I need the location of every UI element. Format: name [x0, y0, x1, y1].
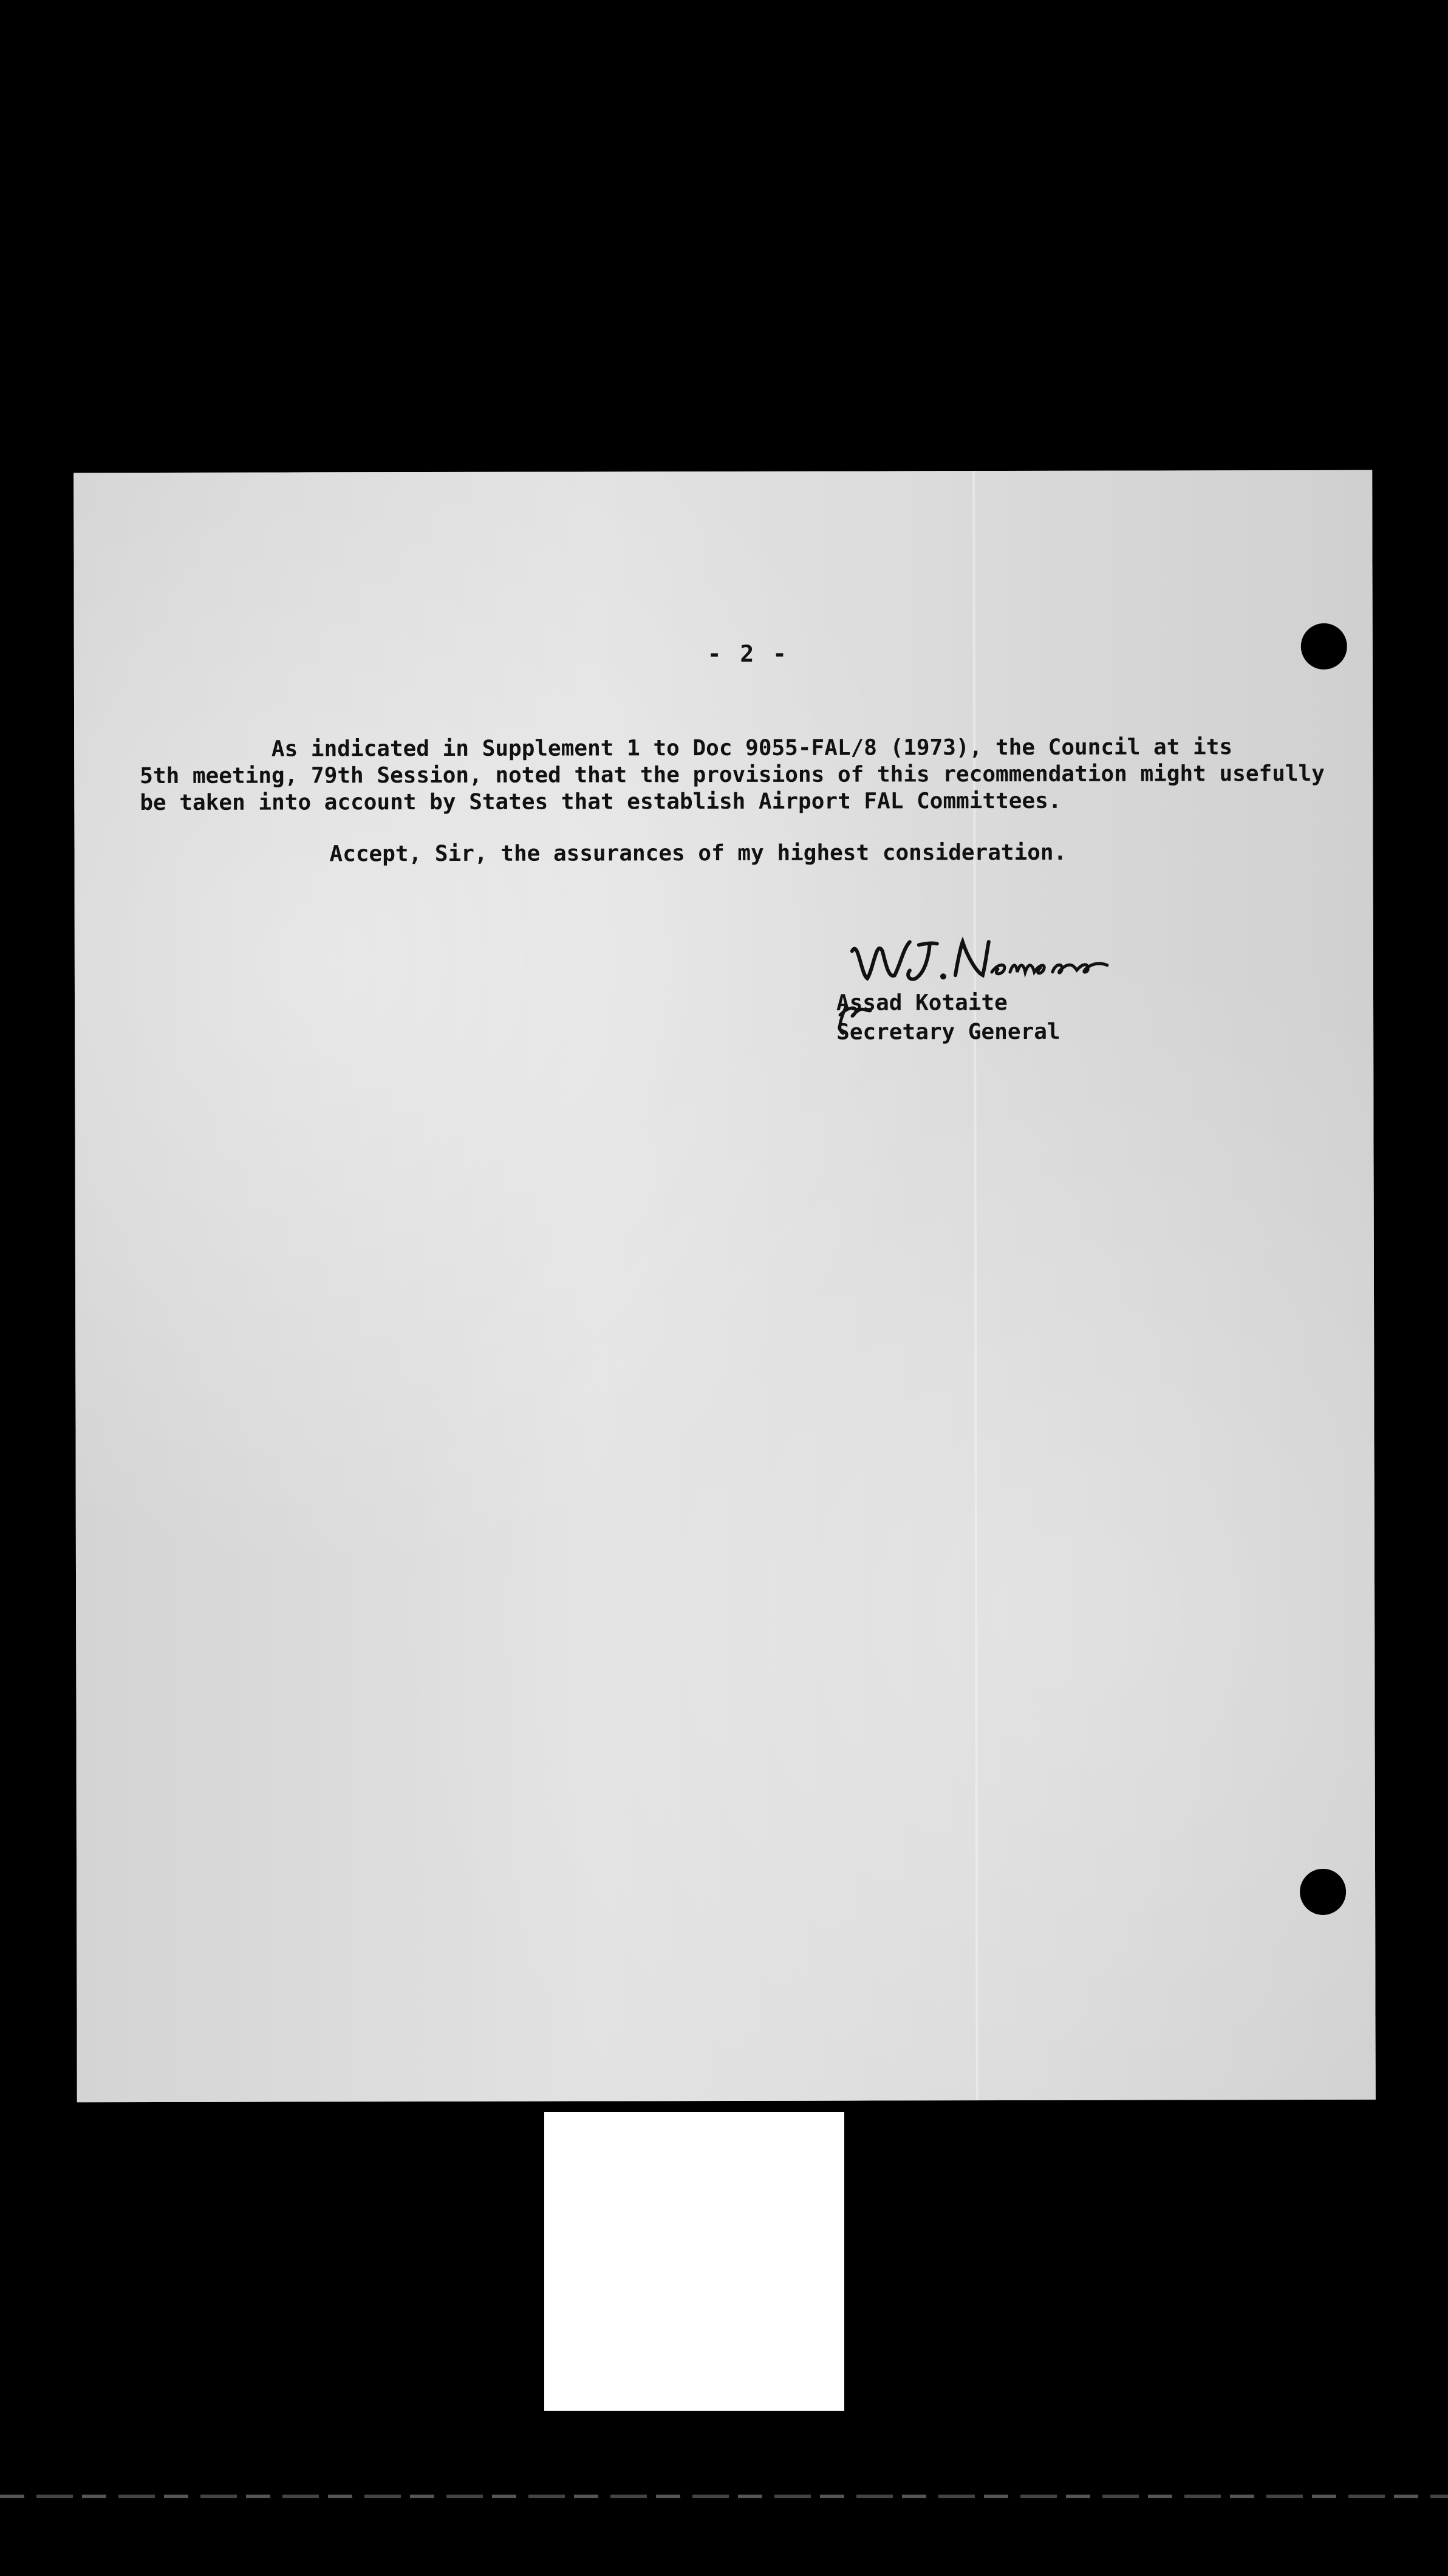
body-line: As indicated in Supplement 1 to Doc 9055-FAL/8 (1973), the Council at its [140, 735, 1233, 762]
punch-hole-bottom [1300, 1869, 1346, 1915]
body-line: be taken into account by States that establish Airport FAL Committees. [140, 788, 1062, 816]
document-page [73, 470, 1376, 2102]
page-number: - 2 - [707, 640, 790, 668]
signatory-title: Secretary General [836, 1019, 1060, 1045]
body-line: 5th meeting, 79th Session, noted that the provisions of this recommendation might usefully [140, 761, 1325, 789]
fold-line [972, 471, 978, 2100]
blank-card [544, 2112, 844, 2411]
signatory-name: Assad Kotaite [836, 990, 1008, 1016]
closing-line: Accept, Sir, the assurances of my highest consideration. [329, 840, 1067, 867]
signature-block [836, 988, 1060, 1047]
film-edge-strip [0, 2495, 1448, 2498]
body-paragraph [140, 734, 1342, 817]
punch-hole-top [1301, 623, 1347, 670]
